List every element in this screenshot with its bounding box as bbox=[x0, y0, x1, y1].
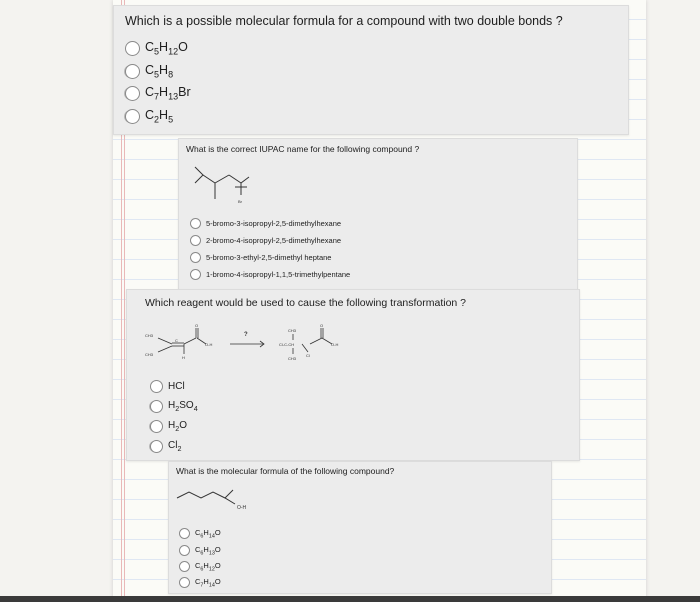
option-label: HCl bbox=[168, 381, 185, 392]
option-label: $Cl_2$ bbox=[168, 440, 182, 453]
q1-option-1[interactable] bbox=[125, 40, 188, 57]
option-label: $H_2SO_4$ bbox=[168, 400, 198, 413]
option-label: $C_6H_{12}O$ bbox=[195, 561, 221, 573]
bottom-edge bbox=[0, 596, 700, 602]
question-2-text: What is the correct IUPAC name for the following compound ? bbox=[186, 144, 420, 154]
option-label: $C_7H_{14}O$ bbox=[195, 577, 221, 589]
radio-button[interactable] bbox=[150, 440, 163, 453]
reactant-ch3-top: CH3 bbox=[145, 333, 154, 338]
product-hydroxyl: O-H bbox=[331, 342, 339, 347]
reaction-arrow-label: ? bbox=[244, 332, 248, 338]
radio-button[interactable] bbox=[179, 577, 190, 588]
question-1-card bbox=[113, 5, 629, 135]
option-label: $C_6H_{14}O$ bbox=[195, 528, 221, 540]
radio-button[interactable] bbox=[179, 545, 190, 556]
radio-button[interactable] bbox=[179, 561, 190, 572]
q2-option-2[interactable] bbox=[190, 235, 341, 246]
radio-button[interactable] bbox=[190, 252, 201, 263]
q1-option-4[interactable] bbox=[125, 108, 173, 125]
radio-button[interactable] bbox=[125, 41, 140, 56]
q4-option-2[interactable] bbox=[179, 545, 221, 557]
radio-button[interactable] bbox=[190, 269, 201, 280]
radio-button[interactable] bbox=[190, 218, 201, 229]
reaction-scheme bbox=[142, 322, 352, 370]
radio-button[interactable] bbox=[179, 528, 190, 539]
reactant-hydroxyl: O-H bbox=[205, 342, 213, 347]
option-label: $C_6H_{13}O$ bbox=[195, 545, 221, 557]
reactant-hydrogen: H bbox=[182, 355, 185, 360]
option-label: 1-bromo-4-isopropyl-1,1,5-trimethylpentane bbox=[206, 270, 351, 279]
q3-option-1[interactable] bbox=[150, 380, 185, 393]
q1-option-3[interactable] bbox=[125, 85, 191, 102]
radio-button[interactable] bbox=[125, 64, 140, 79]
radio-button[interactable] bbox=[150, 400, 163, 413]
radio-button[interactable] bbox=[150, 380, 163, 393]
q4-option-3[interactable] bbox=[179, 561, 221, 573]
option-label: $C_2H_5$ bbox=[145, 108, 174, 125]
q4-option-1[interactable] bbox=[179, 528, 221, 540]
radio-button[interactable] bbox=[150, 420, 163, 433]
option-label: $H_2O$ bbox=[168, 420, 188, 433]
question-2-card bbox=[178, 138, 578, 294]
q1-option-2[interactable] bbox=[125, 63, 173, 80]
question-3-card bbox=[126, 289, 580, 461]
q2-option-3[interactable] bbox=[190, 252, 331, 263]
radio-button[interactable] bbox=[125, 109, 140, 124]
q2-skeletal-structure bbox=[185, 161, 255, 207]
q3-option-3[interactable] bbox=[150, 420, 187, 433]
q2-option-1[interactable] bbox=[190, 218, 341, 229]
radio-button[interactable] bbox=[190, 235, 201, 246]
reactant-oxygen: O bbox=[195, 323, 199, 328]
option-label: 5-bromo-3-ethyl-2,5-dimethyl heptane bbox=[206, 253, 332, 262]
product-chain: Cl-C-CH bbox=[279, 342, 295, 347]
question-3-text: Which reagent would be used to cause the following transformation ? bbox=[145, 297, 467, 309]
bromine-label: Br bbox=[238, 199, 242, 204]
q4-skeletal-structure bbox=[173, 482, 273, 516]
radio-button[interactable] bbox=[125, 86, 140, 101]
q3-option-4[interactable] bbox=[150, 440, 181, 453]
reactant-ch3-bottom: CH3 bbox=[145, 352, 154, 357]
product-ch3-top: CH3 bbox=[288, 328, 297, 333]
product-chlorine: Cl bbox=[306, 353, 310, 358]
product-oxygen: O bbox=[320, 323, 324, 328]
product-ch3-bottom: CH3 bbox=[288, 356, 297, 361]
option-label: $C_5H_{12}O$ bbox=[145, 40, 188, 57]
q2-option-4[interactable] bbox=[190, 269, 350, 280]
question-4-card bbox=[168, 461, 552, 594]
option-label: $C_7H_{13}Br$ bbox=[145, 85, 191, 102]
reactant-carbon: C bbox=[175, 338, 178, 343]
q3-option-2[interactable] bbox=[150, 400, 198, 413]
hydroxyl-label: O-H bbox=[237, 505, 247, 511]
option-label: 2-bromo-4-isopropyl-2,5-dimethylhexane bbox=[206, 236, 342, 245]
question-1-text: Which is a possible molecular formula for a compound with two double bonds ? bbox=[125, 14, 563, 28]
option-label: 5-bromo-3-isopropyl-2,5-dimethylhexane bbox=[206, 219, 342, 228]
option-label: $C_5H_8$ bbox=[145, 63, 174, 80]
question-4-text: What is the molecular formula of the following compound? bbox=[176, 466, 395, 476]
q4-option-4[interactable] bbox=[179, 577, 221, 589]
